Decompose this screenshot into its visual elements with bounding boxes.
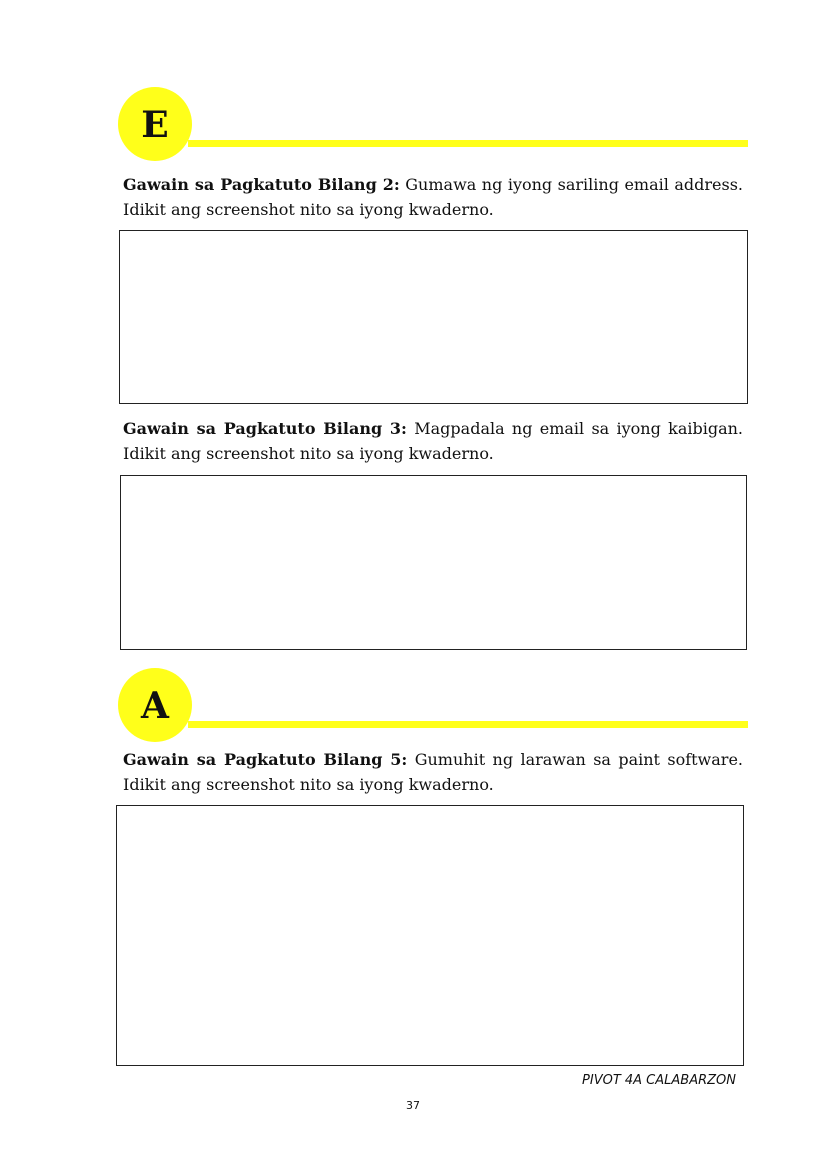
activity-description: Magpadala ng email sa iyong kaibigan. Idikit ang screenshot nito sa iyong kwaderno. <box>123 419 744 463</box>
section-marker-e <box>118 87 748 163</box>
section-letter: A <box>141 685 169 727</box>
section-marker-a <box>118 668 748 744</box>
answer-box <box>120 475 747 650</box>
activity-instruction <box>123 172 743 222</box>
activity-description: Gumawa ng iyong sariling email address. Idikit ang screenshot nito sa iyong kwaderno. <box>123 175 743 219</box>
page-number: 37 <box>406 1099 420 1112</box>
section-divider-bar <box>188 721 748 728</box>
footer-label: PIVOT 4A CALABARZON <box>582 1073 736 1088</box>
section-divider-bar <box>188 140 748 147</box>
activity-instruction <box>123 747 743 797</box>
answer-box <box>119 230 748 404</box>
activity-title: Gawain sa Pagkatuto Bilang 2: <box>123 175 400 194</box>
activity-instruction <box>123 416 743 466</box>
activity-title: Gawain sa Pagkatuto Bilang 3: <box>123 419 407 438</box>
activity-description: Gumuhit ng larawan sa paint software. Idikit ang screenshot nito sa iyong kwaderno. <box>123 750 743 794</box>
answer-box <box>116 805 744 1066</box>
section-letter-badge <box>118 668 192 742</box>
activity-title: Gawain sa Pagkatuto Bilang 5: <box>123 750 408 769</box>
section-letter-badge <box>118 87 192 161</box>
section-letter: E <box>141 104 169 146</box>
